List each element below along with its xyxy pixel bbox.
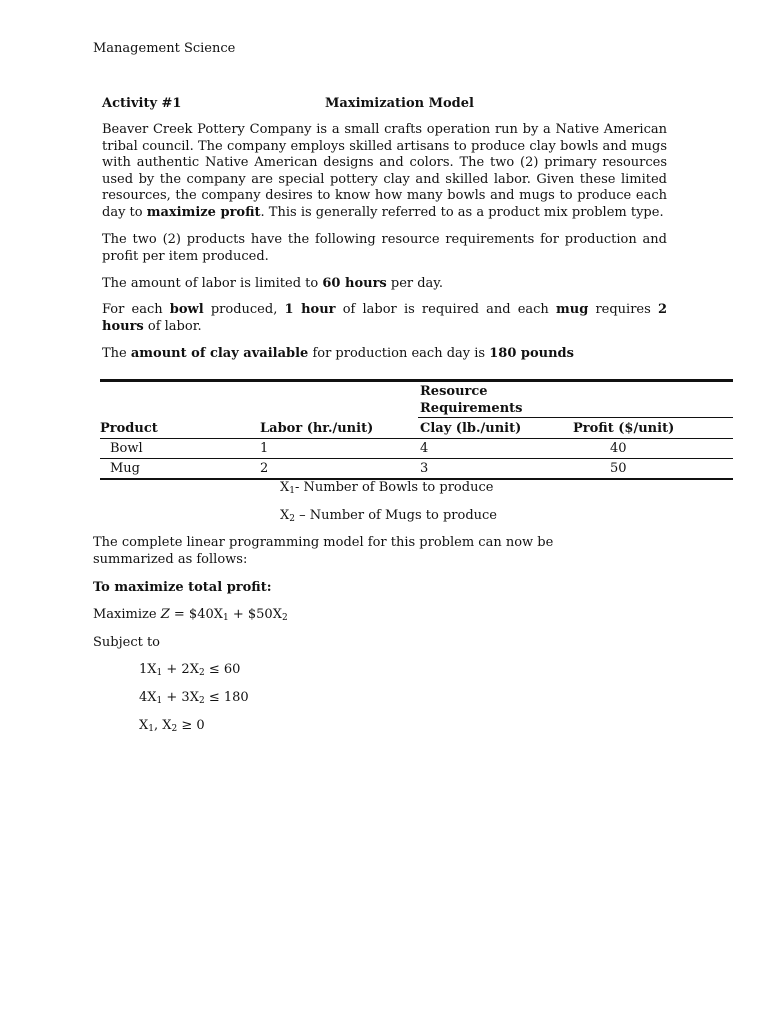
column-header-profit: Profit ($/unit) <box>573 421 675 436</box>
activity-number: Activity #1 <box>102 96 182 111</box>
subject-to-label: Subject to <box>93 635 161 650</box>
requirements-paragraph: The two (2) products have the following resource requirements for production and profit per item produced. <box>102 232 667 264</box>
constraint-labor <box>139 662 240 677</box>
row-bowl-product: Bowl <box>110 441 143 456</box>
row-mug-profit: 50 <box>610 461 627 476</box>
variable-x1-definition <box>280 480 493 495</box>
row-mug-labor: 2 <box>260 461 269 476</box>
constraint-clay <box>139 690 249 705</box>
p5-clay-value: 180 pounds <box>489 346 574 361</box>
labor-limit-paragraph <box>102 276 667 293</box>
c1-sub1: 1 <box>156 668 163 678</box>
labor-per-item-paragraph <box>102 302 667 335</box>
activity-title: Maximization Model <box>325 96 474 111</box>
objective-function <box>93 607 288 622</box>
p4-text-e: of labor is required and each <box>335 302 556 317</box>
intro-text-end: . This is generally referred to as a product mix problem type. <box>260 204 664 220</box>
c1-term-b: + 2X <box>162 662 199 677</box>
x2-symbol: X <box>280 508 290 523</box>
intro-paragraph <box>102 122 667 221</box>
group-header-line2: Requirements <box>420 401 523 416</box>
c2-rhs: ≤ 180 <box>204 690 249 705</box>
row-bowl-labor: 1 <box>260 441 269 456</box>
table-top-rule <box>100 379 733 382</box>
objective-term2: + $50X <box>228 607 282 622</box>
p5-clay-available: amount of clay available <box>130 346 309 361</box>
p4-text-a: For each <box>102 302 170 317</box>
p5-text-a: The <box>102 346 131 361</box>
objective-term1: = $40X <box>169 607 223 622</box>
x2-subscript: 2 <box>289 514 295 524</box>
p4-text-c: produced, <box>203 302 285 317</box>
p4-bowl: bowl <box>169 302 204 317</box>
c2-term-b: + 3X <box>162 690 199 705</box>
intro-emphasis: maximize profit <box>146 204 261 220</box>
resource-table <box>100 379 733 481</box>
row-separator <box>100 458 733 459</box>
c3-term-a: X <box>139 718 149 733</box>
variable-x2-definition <box>280 508 497 523</box>
document-header: Management Science <box>93 41 236 56</box>
p4-two-hours: 2 hours <box>102 302 668 334</box>
row-mug-product: Mug <box>110 461 141 476</box>
x1-subscript: 1 <box>289 486 295 496</box>
p4-text-g: requires <box>588 302 658 317</box>
c3-rhs: ≥ 0 <box>177 718 205 733</box>
intro-text: Beaver Creek Pottery Company is a small crafts operation run by a Native American tribal council. The company employs skilled artisans to produce clay bowls and mugs with authentic Native American designs and colors. The two (2) primary resources used by the company are special pottery clay and skilled labor. Given these limited resources, the company desires to know how many bowls and mugs to produce each day to <box>102 122 667 220</box>
p4-text-i: of labor. <box>143 318 202 334</box>
column-header-product: Product <box>100 421 158 436</box>
p5-text-mid: for production each day is <box>308 346 490 361</box>
clay-limit-paragraph <box>102 346 667 363</box>
c3-sub2: 2 <box>171 724 178 734</box>
c1-term-a: 1X <box>139 662 157 677</box>
objective-sub2: 2 <box>281 613 288 623</box>
x1-description: - Number of Bowls to produce <box>295 480 494 495</box>
objective-prefix: Maximize <box>93 607 161 622</box>
c1-rhs: ≤ 60 <box>204 662 241 677</box>
objective-z: Z <box>160 607 170 622</box>
c3-term-b: , X <box>154 718 172 733</box>
labor-limit-text-end: per day. <box>386 276 444 291</box>
constraint-nonnegativity <box>139 718 205 733</box>
column-header-labor: Labor (hr./unit) <box>260 421 374 436</box>
row-bowl-clay: 4 <box>420 441 429 456</box>
c2-sub1: 1 <box>156 696 163 706</box>
p4-mug: mug <box>555 302 589 317</box>
objective-sub1: 1 <box>223 613 229 623</box>
c2-sub2: 2 <box>198 696 205 706</box>
labor-limit-text: The amount of labor is limited to <box>102 276 323 291</box>
c2-term-a: 4X <box>139 690 157 705</box>
x1-symbol: X <box>280 480 290 495</box>
group-header-line1: Resource <box>420 384 488 399</box>
row-mug-clay: 3 <box>420 461 429 476</box>
labor-limit-value: 60 hours <box>322 276 387 291</box>
p4-one-hour: 1 hour <box>284 302 336 317</box>
column-header-clay: Clay (lb./unit) <box>420 421 522 436</box>
c1-sub2: 2 <box>198 668 205 678</box>
summary-paragraph: The complete linear programming model for this problem can now be summarized as follows: <box>93 535 554 567</box>
objective-heading: To maximize total profit: <box>93 580 272 595</box>
row-bowl-profit: 40 <box>610 441 627 456</box>
x2-description: – Number of Mugs to produce <box>295 508 497 523</box>
header-bottom-rule <box>100 438 733 439</box>
group-header-rule <box>418 417 733 418</box>
c3-sub1: 1 <box>148 724 154 734</box>
